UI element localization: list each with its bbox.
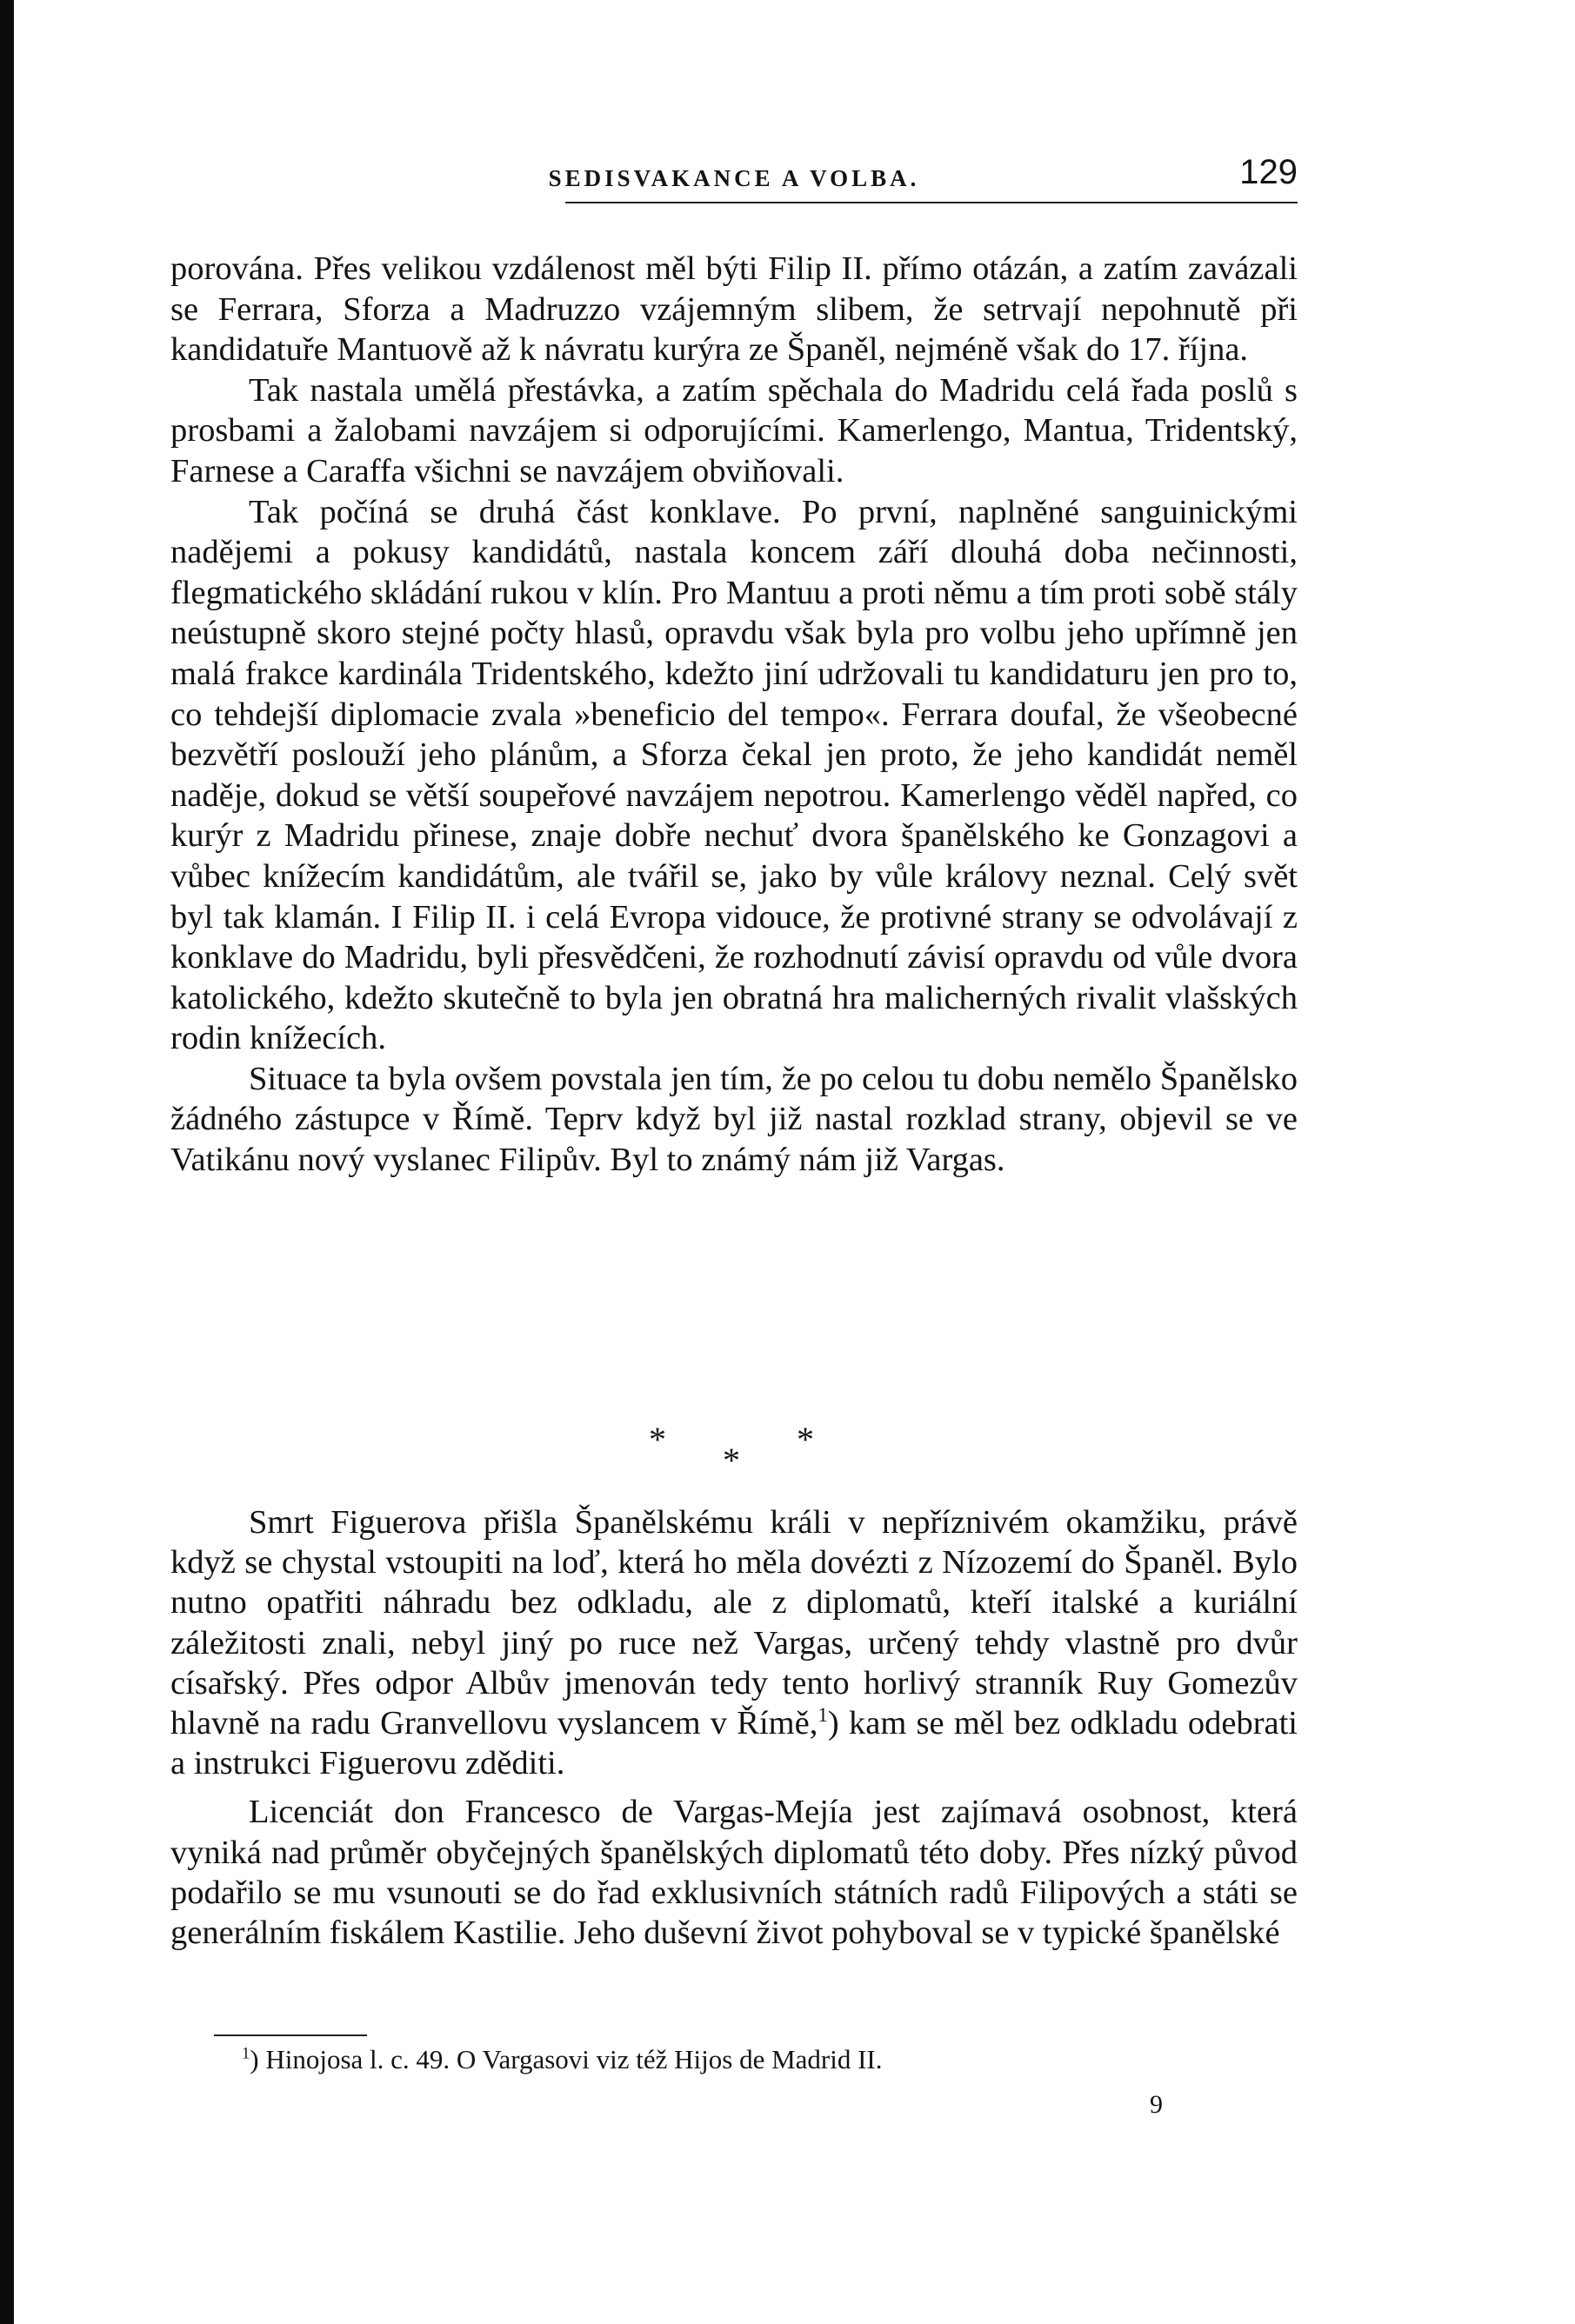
- paragraph-5: [170, 1502, 1298, 1783]
- footnote-marker: 1: [242, 2044, 250, 2063]
- footnote: [242, 2043, 1285, 2076]
- signature-mark: 9: [1150, 2090, 1163, 2119]
- page-number: 129: [1239, 153, 1298, 191]
- page-header: [170, 153, 1298, 202]
- paragraph-3: Tak počíná se druhá část konklave. Po první, naplněné sanguinickými nadějemi a pokusy kandidátů, nastala koncem září dlouhá doba nečinnosti, flegmatického skládání rukou v klín. Pro Mantuu a proti němu a tím proti sobě stály neústupně skoro stejné počty hlasů, opravdu však byla pro volbu jeho upřímně jen malá frakce kardinála Tridentského, kdežto jiní udržovali tu kandidaturu jen pro to, co tehdejší diplomacie zvala »beneficio del tempo«. Ferrara doufal, že všeobecné bezvětří poslouží jeho plánům, a Sforza čekal jen proto, že jeho kandidát neměl naděje, dokud se větší soupeřové navzájem nepotrou. Kamerlengo věděl napřed, co kurýr z Madridu přinese, znaje dobře nechuť dvora španělského ke Gonzagovi a vůbec knížecím kandidátům, ale tvářil se, jako by vůle královy neznal. Celý svět byl tak klamán. I Filip II. i celá Evropa vidouce, že protivné strany se odvolávají z konklave do Madridu, byli přesvědčeni, že rozhodnutí závisí opravdu od vůle dvora katolického, kdežto skutečně to byla jen obratná hra malicherných rivalit vlašských rodin knížecích.: [170, 493, 1298, 1057]
- section-text: [170, 1502, 1298, 1953]
- asterism-separator: [170, 1410, 1298, 1480]
- paragraph-5-text: Smrt Figuerova přišla Španělskému králi v nepříznivém okamžiku, právě když se chystal vstoupiti na loď, která ho měla dovézti z Nízozemí do Španěl. Bylo nutno opatřiti náhradu bez odkladu, ale z diplomatů, kteří italské a kuriální záležitosti znali, nebyl jiný po ruce než Vargas, určený tehdy vlastně pro dvůr císařský. Přes odpor Albův jmenován tedy tento horlivý stranník Ruy Gomezův hlavně na radu Granvellovu vyslancem v Římě,: [170, 1504, 1298, 1742]
- main-text: [170, 249, 1298, 1181]
- footnote-rule: [214, 2034, 367, 2036]
- header-rule: [565, 202, 1298, 203]
- asterism-star-right: *: [797, 1420, 814, 1459]
- paragraph-6: Licenciát don Francesco de Vargas-Mejía jest zajímavá osobnost, která vyniká nad průměr obyčejných španělských diplomatů této doby. Přes nízký původ podařilo se mu vsunouti se do řad exklusivních státních radů Filipových a státi se generálním fiskálem Kastilie. Jeho duševní život pohyboval se v typické španělské: [170, 1794, 1298, 1952]
- paragraph-4: Situace ta byla ovšem povstala jen tím, že po celou tu dobu nemělo Španělsko žádného zástupce v Římě. Teprv když byl již nastal rozklad strany, objevil se ve Vatikánu nový vyslanec Filipův. Byl to známý nám již Vargas.: [170, 1060, 1298, 1179]
- footnote-reference: 1: [818, 1703, 828, 1727]
- footnote-text: ) Hinojosa l. c. 49. O Vargasovi viz též Hijos de Madrid II.: [250, 2044, 883, 2074]
- paragraph-1: porována. Přes velikou vzdálenost měl býti Filip II. přímo otázán, a zatím zavázali se Ferrara, Sforza a Madruzzo vzájemným slibem, že setrvají nepohnutě při kandidatuře Mantuově až k návratu kurýra ze Španěl, nejméně však do 17. října.: [170, 250, 1298, 369]
- paragraph-5-text-end: ) kam se měl bez odkladu odebrati a instrukci Figuerovu zděditi.: [170, 1705, 1298, 1782]
- scan-left-edge: [0, 0, 14, 2324]
- paragraph-2: Tak nastala umělá přestávka, a zatím spěchala do Madridu celá řada poslů s prosbami a žalobami navzájem si odporujícími. Kamerlengo, Mantua, Tridentský, Farnese a Caraffa všichni se navzájem obviňovali.: [170, 371, 1298, 489]
- asterism-star-bottom: *: [723, 1441, 740, 1480]
- running-title: SEDISVAKANCE A VOLBA.: [548, 165, 920, 191]
- asterism-star-left: *: [649, 1420, 666, 1459]
